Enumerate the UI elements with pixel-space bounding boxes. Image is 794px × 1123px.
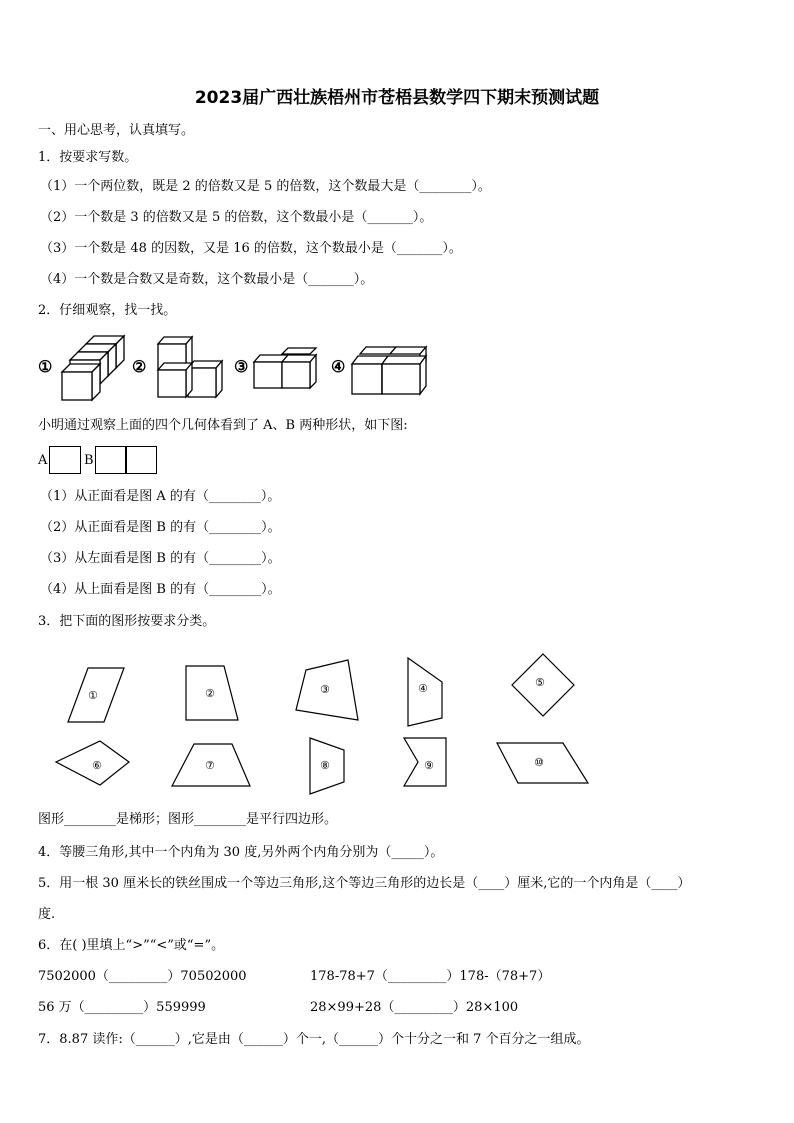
q2-intro: 小明通过观察上面的四个几何体看到了 A、B 两种形状，如下图:: [38, 418, 408, 433]
q1-heading: 1．按要求写数。: [38, 150, 138, 165]
q3-heading: 3．把下面的图形按要求分类。: [38, 614, 216, 629]
q5-text-cont: 度.: [38, 907, 56, 922]
page-title: 2023届广西壮族梧州市苍梧县数学四下期末预测试题: [194, 88, 600, 108]
solid-label-3: ③: [234, 357, 249, 376]
q5-text: 5．用一根 30 厘米长的铁丝围成一个等边三角形,这个等边三角形的边长是（____）厘米,它的一个内角是（____）: [38, 876, 691, 891]
q6-row1-right: 178-78+7（_________）178-（78+7）: [310, 969, 551, 984]
q3-answer: 图形________是梯形；图形________是平行四边形。: [38, 812, 338, 827]
solid-figure-1: [58, 334, 130, 404]
q2-heading: 2．仔细观察，找一找。: [38, 303, 177, 318]
quadrilateral-shapes: [0, 640, 794, 800]
q6-row2-right: 28×99+28（_________）28×100: [310, 1000, 519, 1015]
shape-label-5: ⑤: [535, 676, 545, 689]
solid-label-2: ②: [132, 357, 147, 376]
q4-text: 4．等腰三角形,其中一个内角为 30 度,另外两个内角分别为（_____）。: [38, 845, 444, 860]
shape-label-8: ⑧: [320, 759, 330, 772]
shape-label-4: ④: [418, 682, 428, 695]
q1-item-2: （2）一个数是 3 的倍数又是 5 的倍数，这个数最小是（_______）。: [40, 210, 433, 225]
q1-item-3: （3）一个数是 48 的因数，又是 16 的倍数，这个数最小是（_______）。: [40, 241, 462, 256]
shape-a-square: [49, 446, 81, 474]
shape-label-10: ⑩: [534, 756, 544, 769]
solid-figure-3: [252, 346, 322, 392]
shape-label-7: ⑦: [205, 759, 215, 772]
q6-row2-left: 56 万（_________）559999: [38, 1000, 206, 1015]
shape-label-1: ①: [88, 689, 98, 702]
shape-label-2: ②: [205, 687, 215, 700]
solid-figure-2: [154, 334, 226, 404]
q6-row1-left: 7502000（_________）70502000: [38, 969, 247, 984]
q2-item-3: （3）从左面看是图 B 的有（________）。: [40, 551, 281, 566]
shape-label-3: ③: [320, 683, 330, 696]
q1-item-1: （1）一个两位数，既是 2 的倍数又是 5 的倍数，这个数最大是（________）。: [40, 179, 491, 194]
solid-figure-4: [350, 344, 428, 396]
shape-b-square-1: [95, 446, 127, 474]
shape-b-label: B: [84, 453, 94, 468]
q6-heading: 6．在( )里填上“>”“<”或“=”。: [38, 938, 225, 953]
q1-item-4: （4）一个数是合数又是奇数，这个数最小是（_______）。: [40, 272, 374, 287]
shape-a-label: A: [38, 453, 48, 468]
q2-item-4: （4）从上面看是图 B 的有（________）。: [40, 582, 281, 597]
q7-text: 7．8.87 读作:（______）,它是由（______）个一,（______）个十分之一和 7 个百分之一组成。: [38, 1032, 590, 1047]
shape-label-6: ⑥: [92, 759, 102, 772]
shape-b-square-2: [125, 446, 157, 474]
solid-label-1: ①: [38, 357, 53, 376]
q2-item-2: （2）从正面看是图 B 的有（________）。: [40, 520, 281, 535]
section-heading: 一、用心思考，认真填写。: [38, 123, 195, 138]
q2-item-1: （1）从正面看是图 A 的有（________）。: [40, 489, 281, 504]
solid-label-4: ④: [331, 357, 346, 376]
shape-label-9: ⑨: [424, 759, 434, 772]
